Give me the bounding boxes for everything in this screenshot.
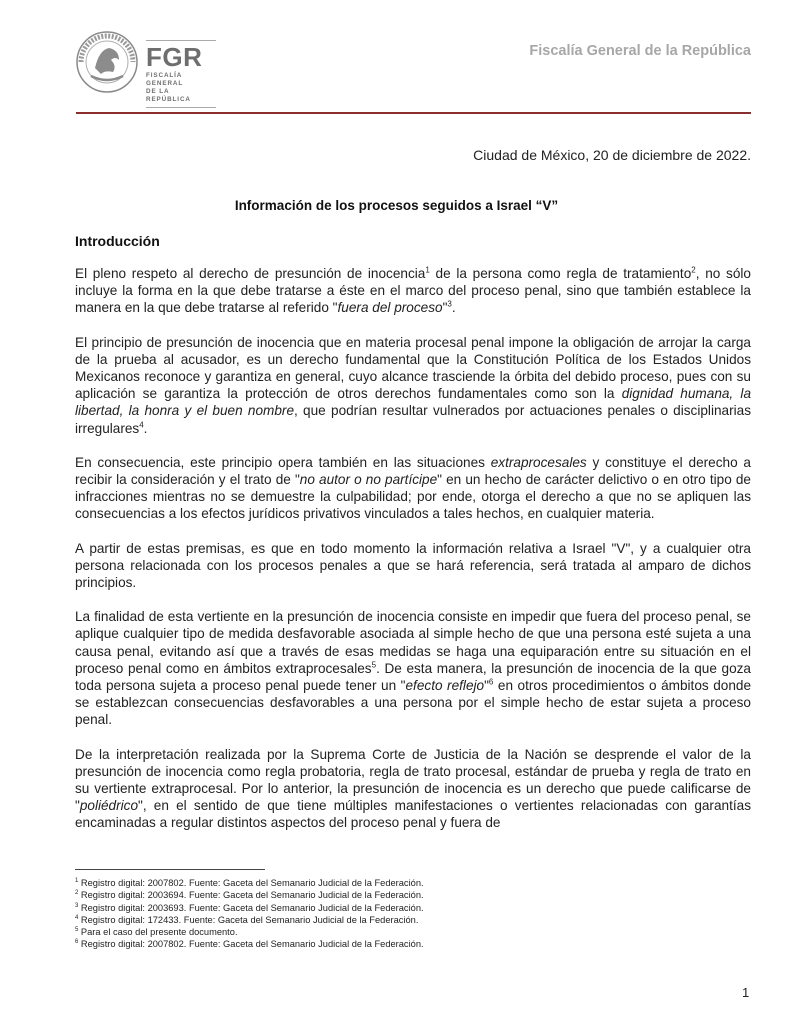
page-header [0, 0, 793, 120]
text: En consecuencia, este principio opera también en las situaciones [75, 454, 491, 470]
footnote [75, 902, 424, 914]
emphasis: no autor o no partícipe [299, 472, 438, 488]
header-divider [76, 112, 751, 114]
text: ", en el sentido de que tiene múltiples manifestaciones o vertientes relacionadas con garantías encaminadas a regular distintos aspectos del proceso penal y fuera de [75, 798, 751, 831]
footnote [75, 889, 424, 901]
paragraph-5 [75, 608, 751, 728]
logo-subtitle-line-1: FISCALÍA GENERAL [146, 72, 184, 87]
date-line: Ciudad de México, 20 de diciembre de 2022. [473, 147, 751, 163]
footnote [75, 938, 424, 950]
emphasis: dignidad humana, la libertad, la honra y el buen nombre [75, 386, 752, 419]
logo-divider [146, 40, 216, 41]
footnote [75, 914, 424, 926]
page-number: 1 [742, 985, 750, 1000]
logo-subtitle-line-2: DE LA REPÚBLICA [146, 88, 191, 103]
paragraph-2 [75, 334, 751, 437]
logo-divider [146, 107, 216, 108]
emphasis: poliédrico [79, 798, 139, 814]
paragraph-3 [75, 454, 751, 523]
footnote-text: Registro digital: 2007802. Fuente: Gaceta del Semanario Judicial de la Federación. [78, 878, 424, 888]
text: , que podrían resultar vulnerados por actuaciones penales o disciplinarias irregulares [75, 403, 751, 436]
logo-letters: FGR [146, 42, 203, 72]
footnote-number: 4 [75, 914, 79, 921]
text: El pleno respeto al derecho de presunción de inocencia [75, 266, 426, 281]
footnote-ref: 1 [425, 265, 430, 275]
footnote-text: Registro digital: 2003694. Fuente: Gaceta del Semanario Judicial de la Federación. [78, 890, 424, 901]
footnote-separator [75, 869, 265, 870]
text: de la persona como regla de tratamiento [429, 266, 692, 281]
text: y constituye el derecho a recibir la consideración y el trato de " [75, 454, 751, 488]
text: " en un hecho de carácter delictivo o en otro tipo de infracciones mientras no se demuestre la culpabilidad; por ende, otorga el derecho a que no se apliquen las consecuencias a los efectos jurídicos privativos vinculados a tales hechos, en cualquier materia. [75, 472, 751, 522]
footnote [75, 926, 424, 938]
footnote-text: Registro digital: 2003693. Fuente: Gaceta del Semanario Judicial de la Federación. [78, 902, 424, 913]
document-title: Información de los procesos seguidos a Israel “V” [234, 198, 559, 213]
footnote-ref: 4 [139, 420, 144, 430]
emphasis: extraprocesales [490, 454, 587, 470]
mexican-coat-of-arms-seal-icon [75, 30, 139, 94]
footnote-ref: 5 [371, 660, 377, 670]
footnote-ref: 3 [447, 299, 452, 309]
emphasis: fuera del proceso [337, 300, 443, 316]
text: . [451, 300, 456, 316]
paragraph-4 [75, 540, 751, 592]
footnote-ref: 6 [488, 677, 494, 687]
footnote-number: 3 [75, 902, 79, 909]
footnotes [75, 877, 424, 951]
footnote-text: Registro digital: 172433. Fuente: Gaceta del Semanario Judicial de la Federación. [78, 914, 419, 925]
fgr-logo [146, 40, 216, 108]
text: . De esta manera, la presunción de inocencia de la que goza toda persona sujeta a proceso penal puede tener un " [75, 660, 751, 694]
section-heading: Introducción [75, 233, 160, 249]
footnote-number: 5 [75, 927, 79, 934]
text: en otros procedimientos o ámbitos donde se establezcan consecuencias desfavorables a una persona por el simple hecho de estar sujeta a proceso penal. [75, 678, 752, 728]
footnote-number: 1 [75, 877, 79, 884]
text: . [143, 420, 148, 436]
document-body [75, 265, 751, 849]
footnote-text: Registro digital: 2007802. Fuente: Gaceta del Semanario Judicial de la Federación. [78, 939, 424, 950]
footnote-text: Para el caso del presente documento. [78, 927, 238, 938]
text: La finalidad de esta vertiente en la presunción de inocencia consiste en impedir que fuera del proceso penal, se aplique cualquier tipo de medida desfavorable asociada al simple hecho de que una persona esté sujeta a una causa penal, evitando así que a través de esas medidas se haga una equiparación entre su situación en el proceso penal como en ámbitos extraprocesales [75, 609, 751, 676]
footnote-ref: 2 [691, 265, 696, 275]
footnote-number: 2 [75, 890, 79, 897]
text: " [484, 678, 489, 694]
agency-name: Fiscalía General de la República [529, 43, 751, 59]
footnote-number: 6 [75, 939, 79, 946]
text: El principio de presunción de inocencia que en materia procesal penal impone la obligación de arrojar la carga de la prueba al acusador, es un derecho fundamental que la Constitución Política de los Estados Unidos Mexicanos reconoce y garantiza en general, cuyo alcance trasciende la órbita del debido proceso, pues con su aplicación se garantiza la protección de otros derechos fundamentales como son la [75, 334, 751, 402]
text: , no sólo incluye la forma en la que debe tratarse a éste en el marco del proceso penal, sino que también establece la manera en la que debe tratarse al referido " [75, 266, 751, 316]
text: A partir de estas premisas, es que en todo momento la información relativa a Israel "V", y a cualquier otra persona relacionada con los procesos penales a que se hará referencia, será tratada al amparo de dichos principios. [75, 540, 751, 591]
paragraph-6 [75, 746, 751, 832]
text: " [442, 300, 448, 316]
paragraph-1 [75, 265, 751, 317]
emphasis: efecto reflejo [405, 678, 485, 694]
text: De la interpretación realizada por la Suprema Corte de Justicia de la Nación se desprende el valor de la presunción de inocencia como regla probatoria, regla de trato procesal, estándar de prueba y regla de trato en su vertiente extraprocesal. Por lo anterior, la presunción de inocencia es un derecho que puede calificarse de " [75, 746, 751, 814]
footnote [75, 877, 424, 889]
